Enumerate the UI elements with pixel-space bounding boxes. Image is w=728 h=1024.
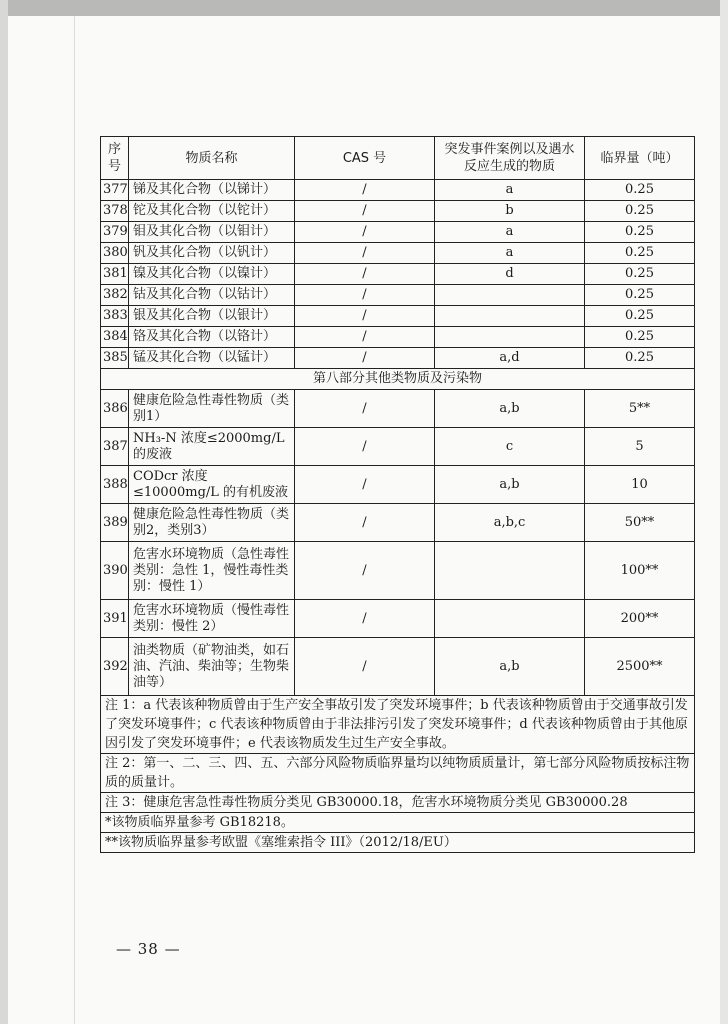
row-substance-name: NH₃-N 浓度≤2000mg/L 的废液 <box>129 428 295 466</box>
row-threshold: 5 <box>585 428 695 466</box>
row-index: 380 <box>101 243 129 264</box>
header-index: 序号 <box>101 137 129 180</box>
row-cases <box>435 600 585 638</box>
row-substance-name: 钼及其化合物（以钼计） <box>129 222 295 243</box>
row-threshold: 0.25 <box>585 264 695 285</box>
table-row <box>101 285 695 306</box>
row-cas-number: / <box>295 201 435 222</box>
row-cases <box>435 327 585 348</box>
table-row <box>101 638 695 696</box>
row-index: 391 <box>101 600 129 638</box>
row-threshold: 0.25 <box>585 348 695 369</box>
row-threshold: 100** <box>585 542 695 600</box>
row-index: 387 <box>101 428 129 466</box>
table-row <box>101 348 695 369</box>
table-row <box>101 542 695 600</box>
table-header-row <box>101 137 695 180</box>
row-cas-number: / <box>295 390 435 428</box>
table-note: 注 1：a 代表该种物质曾由于生产安全事故引发了突发环境事件；b 代表该种物质曾由于交通事故引发了突发环境事件；c 代表该种物质曾由于非法排污引发了突发环境事件；d 代表该种物质曾由于其他原因引发了突发环境事件；e 代表该物质发生过生产安全事故。 <box>101 696 695 754</box>
row-cases: c <box>435 428 585 466</box>
header-threshold: 临界量（吨） <box>585 137 695 180</box>
page-number: — 38 — <box>116 940 181 958</box>
row-cases: d <box>435 264 585 285</box>
row-cases <box>435 542 585 600</box>
row-index: 381 <box>101 264 129 285</box>
section-title: 第八部分其他类物质及污染物 <box>101 369 695 390</box>
table-row <box>101 327 695 348</box>
row-substance-name: CODcr 浓度≤10000mg/L 的有机废液 <box>129 466 295 504</box>
scan-top-border <box>0 0 728 16</box>
row-index: 388 <box>101 466 129 504</box>
table-row <box>101 180 695 201</box>
row-cas-number: / <box>295 306 435 327</box>
row-index: 386 <box>101 390 129 428</box>
row-index: 383 <box>101 306 129 327</box>
row-cases: a <box>435 243 585 264</box>
table-row <box>101 504 695 542</box>
row-cas-number: / <box>295 243 435 264</box>
table-row <box>101 243 695 264</box>
row-threshold: 200** <box>585 600 695 638</box>
row-threshold: 0.25 <box>585 306 695 327</box>
row-threshold: 2500** <box>585 638 695 696</box>
table-row <box>101 428 695 466</box>
note-row <box>101 754 695 793</box>
substance-threshold-table <box>100 136 695 853</box>
row-index: 390 <box>101 542 129 600</box>
row-cas-number: / <box>295 638 435 696</box>
row-cas-number: / <box>295 222 435 243</box>
row-substance-name: 健康危险急性毒性物质（类别2，类别3） <box>129 504 295 542</box>
row-cas-number: / <box>295 600 435 638</box>
row-threshold: 50** <box>585 504 695 542</box>
row-threshold: 10 <box>585 466 695 504</box>
row-cases: a,d <box>435 348 585 369</box>
header-cas: CAS 号 <box>295 137 435 180</box>
row-cas-number: / <box>295 285 435 306</box>
section-row <box>101 369 695 390</box>
table-row <box>101 222 695 243</box>
row-substance-name: 钒及其化合物（以钒计） <box>129 243 295 264</box>
table-row <box>101 306 695 327</box>
row-cas-number: / <box>295 466 435 504</box>
row-threshold: 0.25 <box>585 222 695 243</box>
table-note: **该物质临界量参考欧盟《塞维索指令 III》（2012/18/EU） <box>101 833 695 853</box>
row-cases: a,b <box>435 638 585 696</box>
scan-right-border <box>720 0 728 1024</box>
row-cases: a,b,c <box>435 504 585 542</box>
row-substance-name: 铊及其化合物（以铊计） <box>129 201 295 222</box>
table-note: 注 2：第一、二、三、四、五、六部分风险物质临界量均以纯物质质量计，第七部分风险物质按标注物质的质量计。 <box>101 754 695 793</box>
row-cases <box>435 306 585 327</box>
row-cas-number: / <box>295 428 435 466</box>
row-cas-number: / <box>295 180 435 201</box>
row-index: 389 <box>101 504 129 542</box>
row-cases: b <box>435 201 585 222</box>
row-threshold: 0.25 <box>585 243 695 264</box>
row-substance-name: 铬及其化合物（以铬计） <box>129 327 295 348</box>
note-row <box>101 833 695 853</box>
row-cases: a,b <box>435 466 585 504</box>
row-substance-name: 危害水环境物质（急性毒性类别：急性 1，慢性毒性类别：慢性 1） <box>129 542 295 600</box>
scan-left-border <box>0 0 8 1024</box>
row-substance-name: 银及其化合物（以银计） <box>129 306 295 327</box>
table-row <box>101 264 695 285</box>
row-cases: a,b <box>435 390 585 428</box>
row-threshold: 0.25 <box>585 285 695 306</box>
row-substance-name: 镍及其化合物（以镍计） <box>129 264 295 285</box>
row-index: 379 <box>101 222 129 243</box>
row-substance-name: 健康危险急性毒性物质（类别1） <box>129 390 295 428</box>
row-cas-number: / <box>295 264 435 285</box>
row-index: 392 <box>101 638 129 696</box>
row-substance-name: 锰及其化合物（以锰计） <box>129 348 295 369</box>
row-substance-name: 危害水环境物质（慢性毒性类别：慢性 2） <box>129 600 295 638</box>
row-index: 377 <box>101 180 129 201</box>
table-row <box>101 600 695 638</box>
table-row <box>101 201 695 222</box>
row-cases: a <box>435 222 585 243</box>
binding-line <box>74 16 75 1024</box>
note-row <box>101 696 695 754</box>
header-name: 物质名称 <box>129 137 295 180</box>
note-row <box>101 813 695 833</box>
row-cases <box>435 285 585 306</box>
table-note: 注 3：健康危害急性毒性物质分类见 GB30000.18，危害水环境物质分类见 GB30000.28 <box>101 793 695 813</box>
table-row <box>101 466 695 504</box>
row-cas-number: / <box>295 542 435 600</box>
row-threshold: 5** <box>585 390 695 428</box>
row-threshold: 0.25 <box>585 180 695 201</box>
row-substance-name: 油类物质（矿物油类，如石油、汽油、柴油等；生物柴油等） <box>129 638 295 696</box>
table-note: *该物质临界量参考 GB18218。 <box>101 813 695 833</box>
row-index: 385 <box>101 348 129 369</box>
table-row <box>101 390 695 428</box>
row-cas-number: / <box>295 327 435 348</box>
note-row <box>101 793 695 813</box>
row-index: 382 <box>101 285 129 306</box>
row-cases: a <box>435 180 585 201</box>
row-index: 384 <box>101 327 129 348</box>
row-cas-number: / <box>295 504 435 542</box>
row-index: 378 <box>101 201 129 222</box>
row-substance-name: 钴及其化合物（以钴计） <box>129 285 295 306</box>
row-threshold: 0.25 <box>585 201 695 222</box>
row-substance-name: 锑及其化合物（以锑计） <box>129 180 295 201</box>
row-cas-number: / <box>295 348 435 369</box>
header-cases: 突发事件案例以及遇水反应生成的物质 <box>435 137 585 180</box>
row-threshold: 0.25 <box>585 327 695 348</box>
